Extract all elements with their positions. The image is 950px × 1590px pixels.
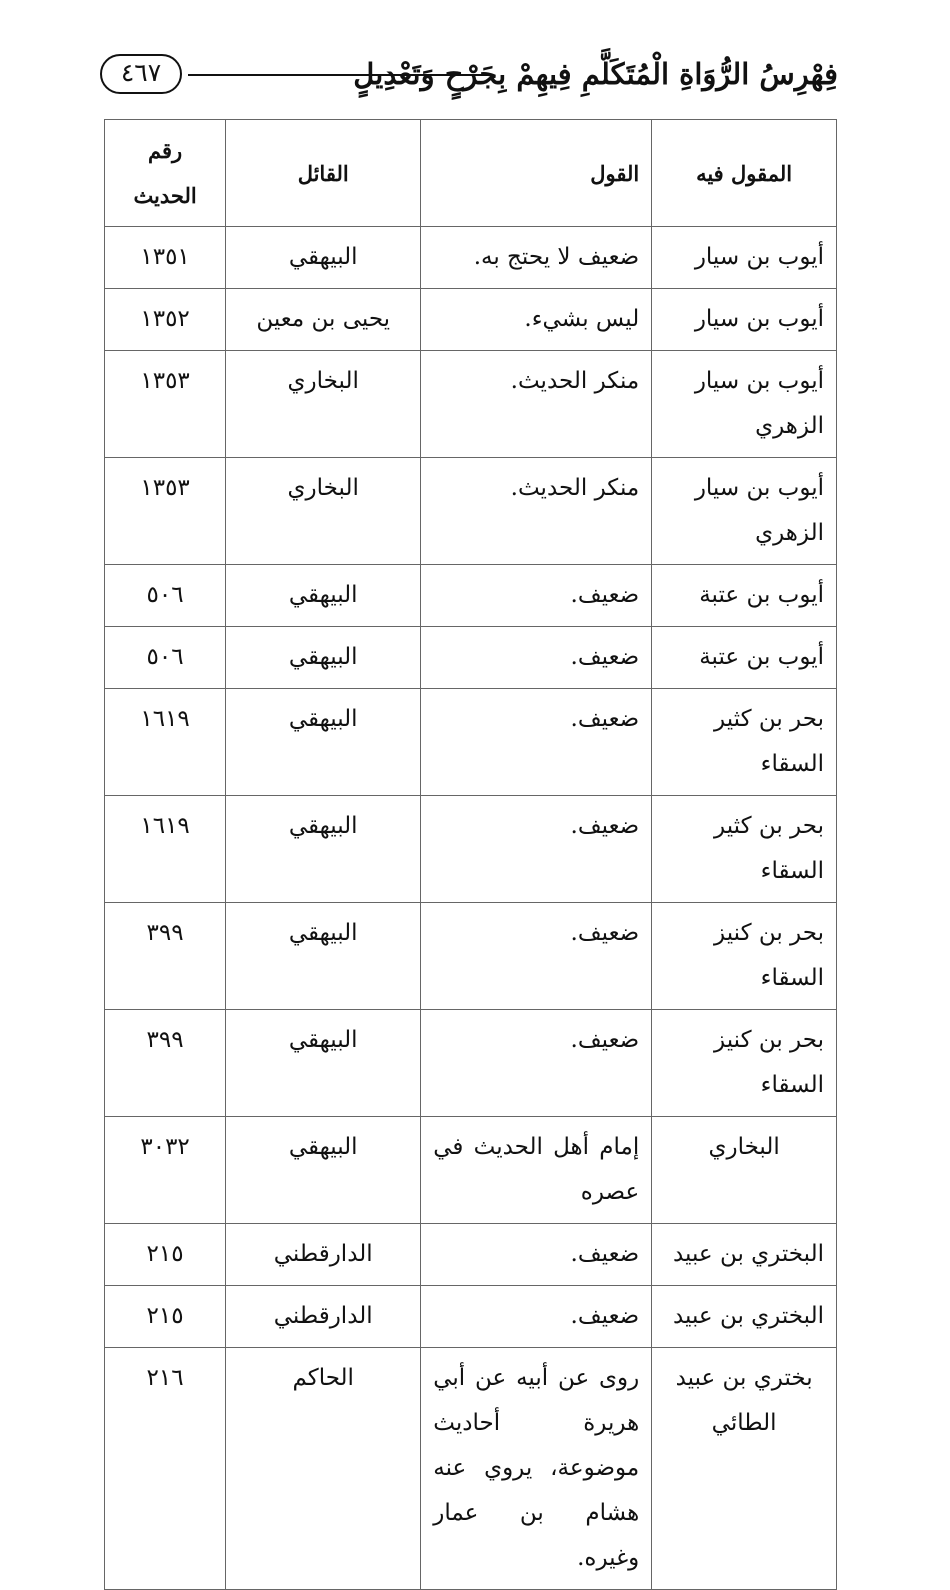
cell-subject: أيوب بن سيار <box>652 227 837 289</box>
table-row <box>105 689 837 796</box>
cell-statement: ضعيف. <box>421 1286 652 1348</box>
cell-subject: أيوب بن سيار الزهري <box>652 458 837 565</box>
table-row <box>105 903 837 1010</box>
cell-subject: أيوب بن عتبة <box>652 627 837 689</box>
cell-hadith-number: ١٦١٩ <box>105 689 226 796</box>
cell-statement: ضعيف. <box>421 565 652 627</box>
cell-hadith-number: ٣٩٩ <box>105 1010 226 1117</box>
cell-statement: ضعيف. <box>421 627 652 689</box>
table-row <box>105 458 837 565</box>
page-number: ٤٦٧ <box>100 54 182 94</box>
page-header <box>98 48 838 104</box>
cell-speaker: البيهقي <box>226 1117 421 1224</box>
cell-statement: منكر الحديث. <box>421 351 652 458</box>
cell-statement: ضعيف. <box>421 1224 652 1286</box>
cell-hadith-number: ٢١٥ <box>105 1224 226 1286</box>
table-row <box>105 1348 837 1590</box>
table-row <box>105 627 837 689</box>
cell-subject: البخاري <box>652 1117 837 1224</box>
cell-speaker: البيهقي <box>226 1010 421 1117</box>
table-row <box>105 1010 837 1117</box>
cell-subject: بحر بن كنيز السقاء <box>652 903 837 1010</box>
cell-speaker: البيهقي <box>226 627 421 689</box>
cell-hadith-number: ١٣٥٣ <box>105 458 226 565</box>
cell-subject: بحر بن كثير السقاء <box>652 796 837 903</box>
cell-speaker: البيهقي <box>226 903 421 1010</box>
narrators-index-table <box>104 119 837 1590</box>
page-title: فِهْرِسُ الرُّوَاةِ الْمُتَكَلَّمِ فِيهِمْ بِجَرْحٍ وَتَعْدِيلٍ <box>353 57 838 91</box>
cell-speaker: البيهقي <box>226 227 421 289</box>
cell-speaker: الدارقطني <box>226 1224 421 1286</box>
cell-statement: ضعيف. <box>421 689 652 796</box>
cell-speaker: الحاكم <box>226 1348 421 1590</box>
cell-subject: أيوب بن سيار <box>652 289 837 351</box>
column-header-statement: القول <box>421 120 652 227</box>
cell-hadith-number: ١٣٥٣ <box>105 351 226 458</box>
cell-speaker: البخاري <box>226 458 421 565</box>
cell-subject: بحر بن كنيز السقاء <box>652 1010 837 1117</box>
table-row <box>105 796 837 903</box>
cell-speaker: يحيى بن معين <box>226 289 421 351</box>
cell-subject: البختري بن عبيد <box>652 1224 837 1286</box>
cell-statement: ضعيف لا يحتج به. <box>421 227 652 289</box>
cell-statement: روى عن أبيه عن أبي هريرة أحاديث موضوعة، يروي عنه هشام بن عمار وغيره. <box>421 1348 652 1590</box>
cell-speaker: الدارقطني <box>226 1286 421 1348</box>
cell-speaker: البخاري <box>226 351 421 458</box>
cell-hadith-number: ٥٠٦ <box>105 565 226 627</box>
cell-statement: إمام أهل الحديث في عصره <box>421 1117 652 1224</box>
cell-hadith-number: ٣٠٣٢ <box>105 1117 226 1224</box>
cell-statement: ضعيف. <box>421 1010 652 1117</box>
table-row <box>105 565 837 627</box>
table-row <box>105 1286 837 1348</box>
cell-statement: منكر الحديث. <box>421 458 652 565</box>
column-header-speaker: القائل <box>226 120 421 227</box>
table-header-row <box>105 120 837 227</box>
cell-subject: أيوب بن سيار الزهري <box>652 351 837 458</box>
cell-subject: بحر بن كثير السقاء <box>652 689 837 796</box>
cell-statement: ضعيف. <box>421 796 652 903</box>
table-row <box>105 1224 837 1286</box>
cell-statement: ضعيف. <box>421 903 652 1010</box>
table-row <box>105 227 837 289</box>
column-header-subject: المقول فيه <box>652 120 837 227</box>
cell-hadith-number: ٥٠٦ <box>105 627 226 689</box>
cell-subject: بختري بن عبيد الطائي <box>652 1348 837 1590</box>
cell-statement: ليس بشيء. <box>421 289 652 351</box>
table-body <box>105 227 837 1590</box>
cell-hadith-number: ١٣٥١ <box>105 227 226 289</box>
column-header-hadith-number: رقم الحديث <box>105 120 226 227</box>
cell-hadith-number: ١٦١٩ <box>105 796 226 903</box>
cell-speaker: البيهقي <box>226 565 421 627</box>
cell-hadith-number: ٢١٥ <box>105 1286 226 1348</box>
table-row <box>105 289 837 351</box>
cell-speaker: البيهقي <box>226 796 421 903</box>
cell-subject: البختري بن عبيد <box>652 1286 837 1348</box>
cell-hadith-number: ٢١٦ <box>105 1348 226 1590</box>
table-header <box>105 120 837 227</box>
table-row <box>105 1117 837 1224</box>
cell-subject: أيوب بن عتبة <box>652 565 837 627</box>
cell-hadith-number: ١٣٥٢ <box>105 289 226 351</box>
cell-hadith-number: ٣٩٩ <box>105 903 226 1010</box>
table-row <box>105 351 837 458</box>
cell-speaker: البيهقي <box>226 689 421 796</box>
